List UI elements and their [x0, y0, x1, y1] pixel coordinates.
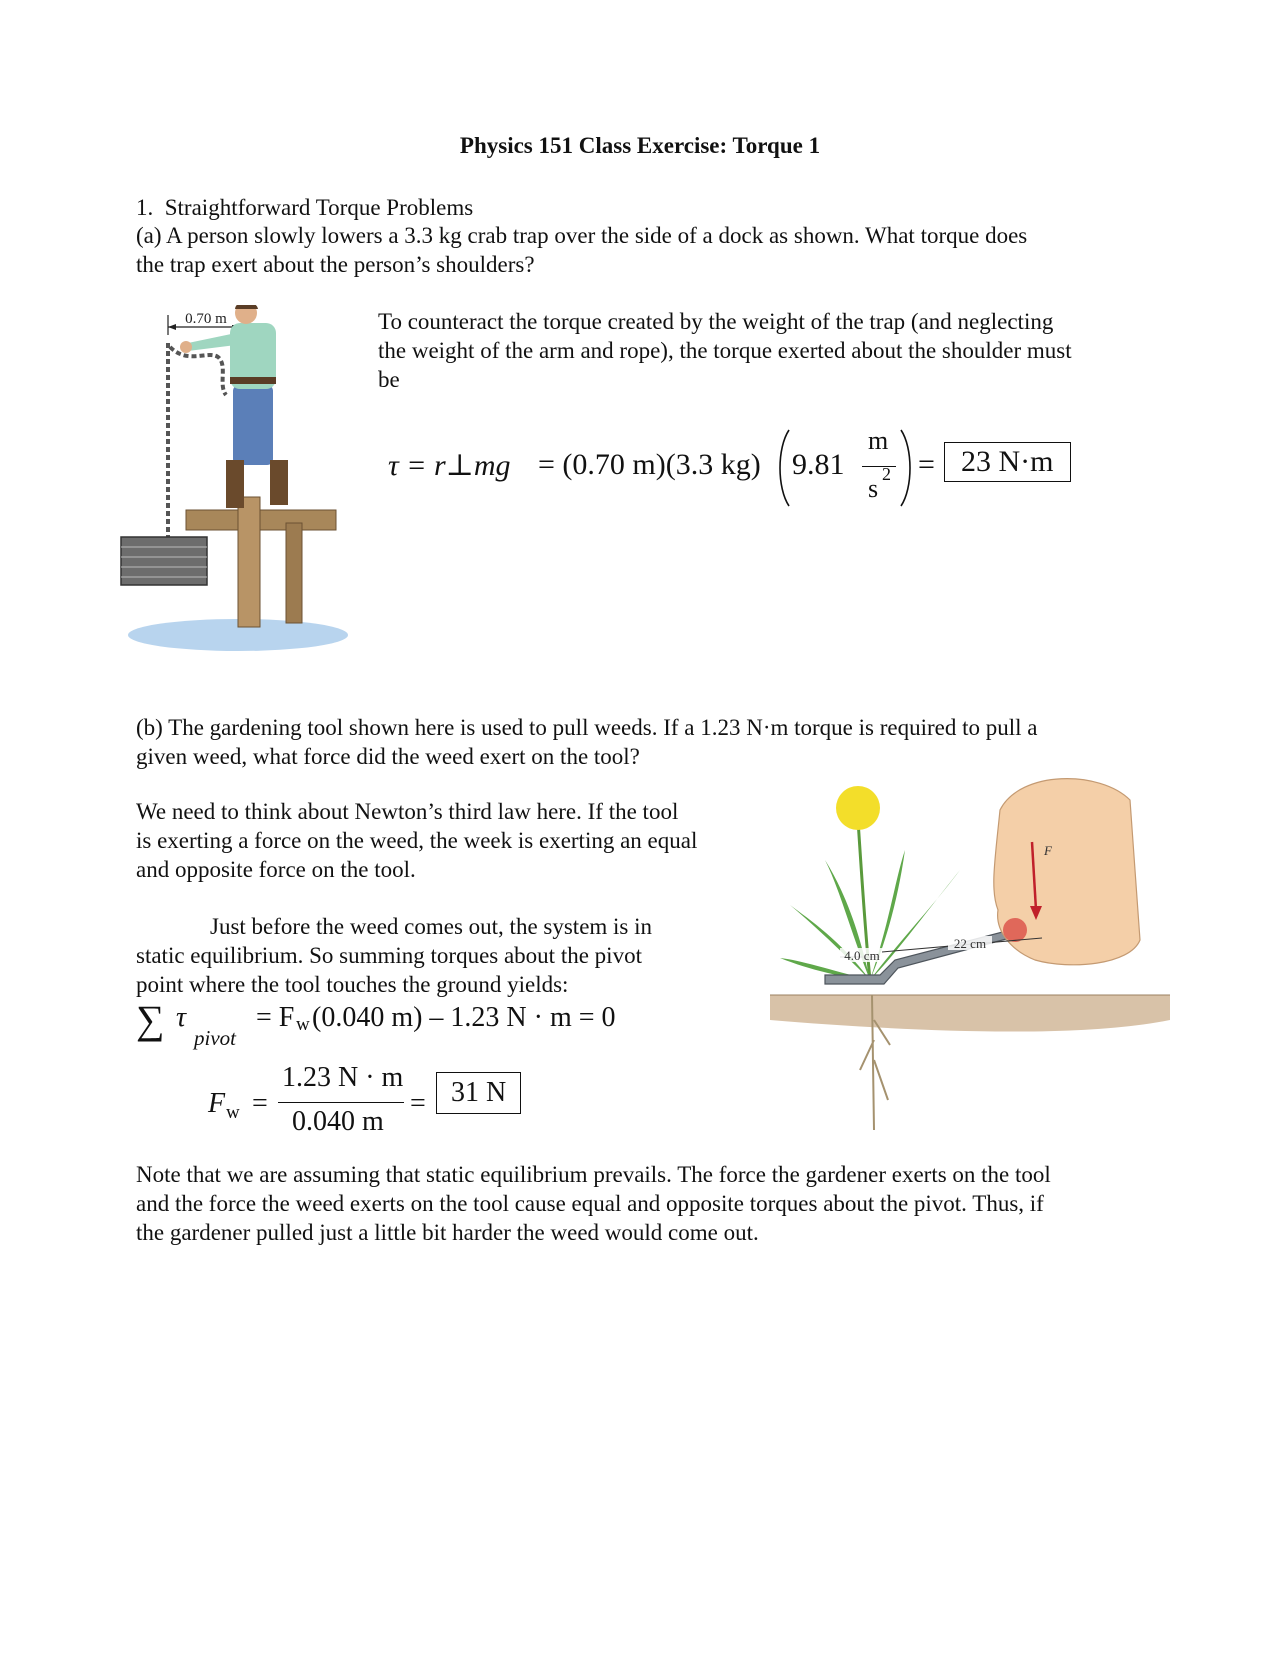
- torque-sum-equation: [136, 997, 696, 1060]
- part-b-para2: [136, 912, 776, 999]
- eq-a-lhs: τ = r⊥mg: [388, 449, 511, 482]
- note-line2: and the force the weed exerts on the tool cause equal and opposite torques about the pivot. Thus, if: [136, 1191, 1044, 1216]
- part-a-answer-line3: be: [378, 367, 400, 392]
- part-a-answer-line2: the weight of the arm and rope), the torque exerted about the shoulder must: [378, 338, 1072, 363]
- part-b-question: [136, 713, 1196, 771]
- eq2-equals2: =: [410, 1088, 426, 1119]
- torque-equation-a: [388, 426, 1108, 508]
- dandelion-flower: [836, 786, 880, 830]
- dock-post-back: [286, 523, 302, 623]
- eq2-lhs: F: [208, 1088, 226, 1119]
- section-title: Straightforward Torque Problems: [164, 195, 474, 220]
- eq2-numerator: 1.23 N · m: [282, 1062, 404, 1093]
- section-number: 1.: [136, 195, 154, 220]
- note-line1: Note that we are assuming that static equilibrium prevails. The force the gardener exerts on the tool: [136, 1162, 1051, 1187]
- eq1-rhs-a: = F: [256, 1002, 295, 1033]
- eq1-rhs-b: (0.040 m) – 1.23 N · m = 0: [312, 1002, 616, 1033]
- distance-label: 0.70 m: [185, 311, 227, 327]
- eq-a-unit-den: s: [868, 474, 879, 503]
- page-title: Physics 151 Class Exercise: Torque 1: [459, 133, 821, 158]
- weed-tool-figure: [770, 770, 1170, 1150]
- crab-trap-figure: [118, 305, 358, 655]
- part-a-question-line1: (a) A person slowly lowers a 3.3 kg crab trap over the side of a dock as shown. What torque does: [136, 223, 1028, 248]
- force-label: F: [1044, 843, 1052, 858]
- part-a-answer-line1: To counteract the torque created by the weight of the trap (and neglecting: [378, 309, 1054, 334]
- person-legs: [233, 385, 273, 465]
- eq2-equals: =: [252, 1088, 268, 1119]
- right-paren: [898, 428, 914, 508]
- part-b-para2-line1: Just before the weed comes out, the system is in: [210, 914, 653, 939]
- part-b-para1-line2: is exerting a force on the weed, the week is exerting an equal: [136, 828, 698, 853]
- tau-symbol: τ: [176, 1002, 187, 1033]
- section-heading: [136, 193, 473, 222]
- note-line3: the gardener pulled just a little bit harder the weed would come out.: [136, 1220, 759, 1245]
- left-paren: [776, 428, 792, 508]
- crab-trap: [121, 537, 207, 585]
- pivot-subscript: pivot: [194, 1026, 236, 1050]
- eq2-result: 31 N: [436, 1072, 521, 1114]
- part-a-question: [136, 221, 1196, 279]
- sigma-symbol: ∑: [136, 997, 165, 1042]
- part-b-para2-line2: static equilibrium. So summing torques about the pivot: [136, 943, 642, 968]
- part-b-para1-line1: We need to think about Newton’s third law here. If the tool: [136, 799, 679, 824]
- eq-a-equals: =: [918, 448, 935, 481]
- eq1-rhs-sub: w: [296, 1014, 310, 1035]
- eq-a-unit-num: m: [868, 426, 889, 455]
- soil: [770, 995, 1170, 1032]
- eq2-lhs-sub: w: [226, 1102, 240, 1123]
- force-equation: [136, 1062, 696, 1152]
- part-b-question-line1: (b) The gardening tool shown here is used to pull weeds. If a 1.23 N·m torque is required to pull a: [136, 715, 1038, 740]
- eq-a-result: 23 N·m: [944, 442, 1071, 482]
- part-b-para1: [136, 797, 776, 884]
- part-a-question-line2: the trap exert about the person’s shoulders?: [136, 252, 535, 277]
- eq-a-mid: = (0.70 m)(3.3 kg): [538, 448, 761, 481]
- eq2-denominator: 0.040 m: [292, 1106, 384, 1137]
- eq-a-g-value: 9.81: [792, 448, 845, 481]
- part-b-question-line2: given weed, what force did the weed exert on the tool?: [136, 744, 640, 769]
- part-a-answer: [378, 307, 1168, 394]
- dock-post-front: [238, 497, 260, 627]
- short-arm-label: 4.0 cm: [844, 948, 880, 963]
- part-b-para2-line3: point where the tool touches the ground yields:: [136, 972, 569, 997]
- dock-plank: [186, 510, 336, 530]
- fraction-bar-b: [278, 1102, 404, 1103]
- long-arm-label: 22 cm: [953, 936, 987, 951]
- eq-a-unit-den-exp: 2: [882, 464, 891, 484]
- part-b-para1-line3: and opposite force on the tool.: [136, 857, 416, 882]
- note-paragraph: [136, 1160, 1216, 1247]
